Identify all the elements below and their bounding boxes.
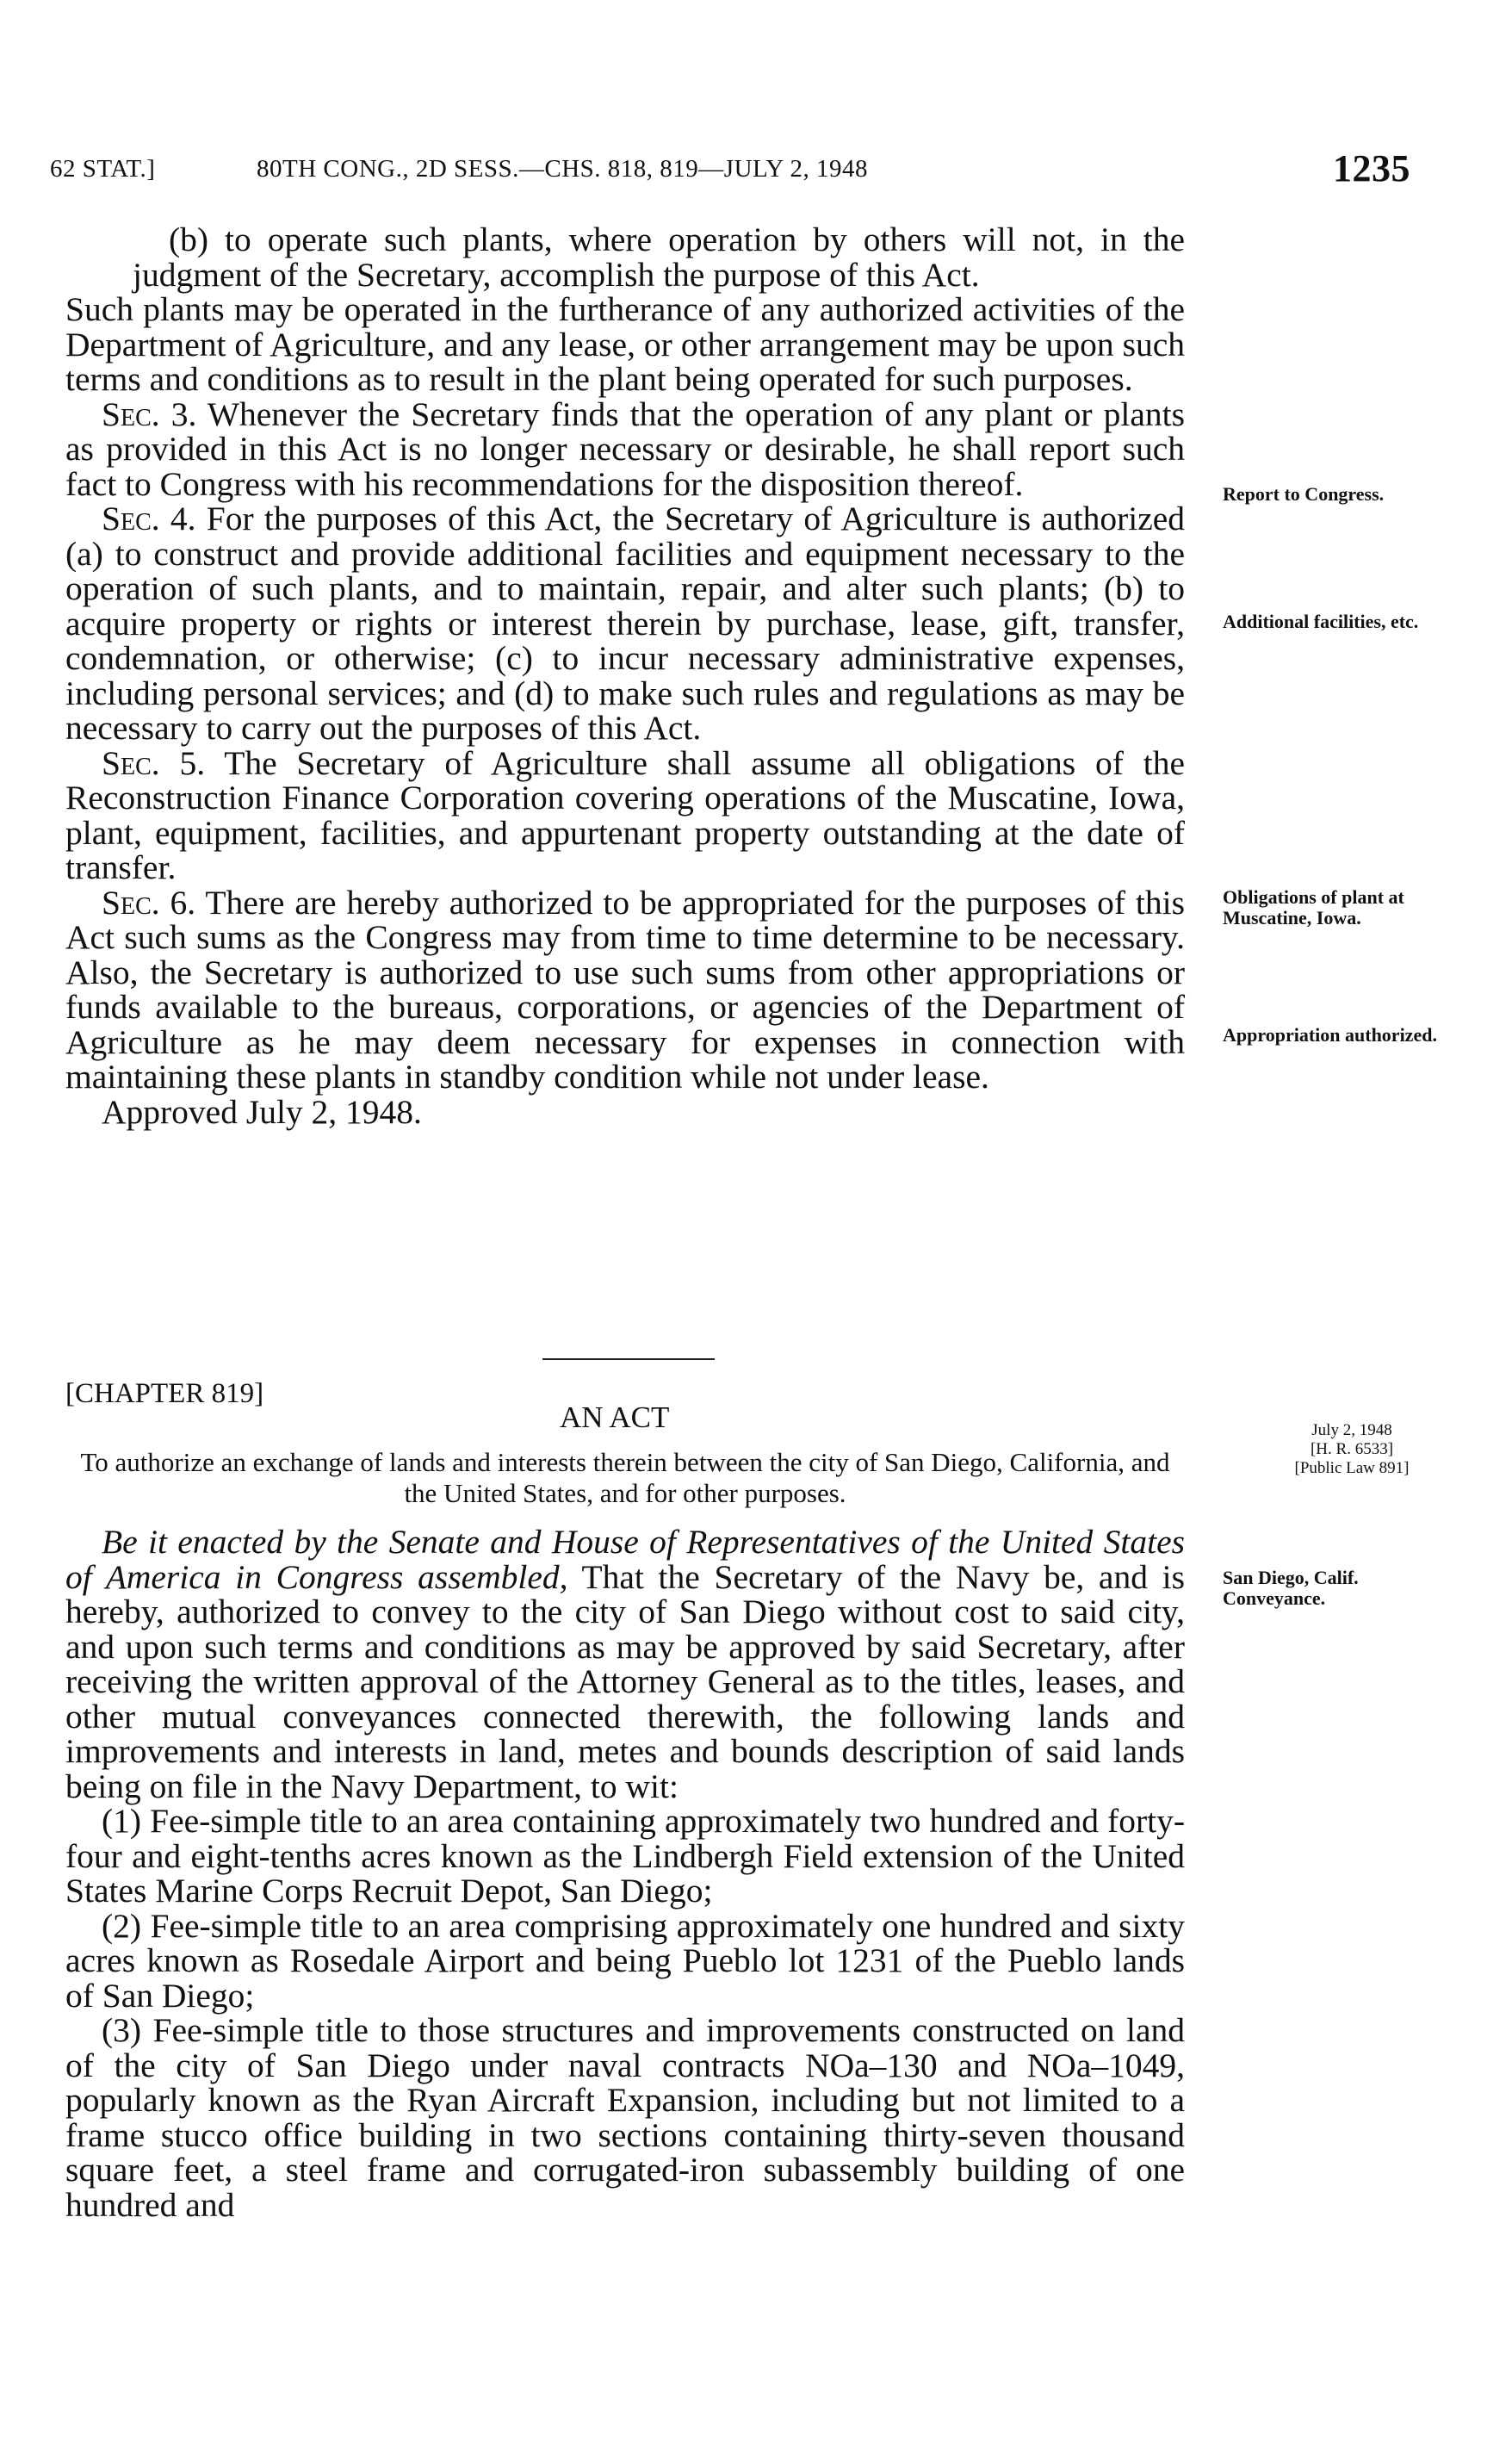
- act-purpose: To authorize an exchange of lands and interests therein between the city of San Diego, California, and the United States, and for other purposes.: [80, 1447, 1170, 1508]
- page-number: 1235: [1333, 147, 1410, 189]
- section-6-text: There are hereby authorized to be appropriated for the purposes of this Act such sums as the Congress may from time to time determine to be necessary. Also, the Secretary is authorized to use such sums from other appropriations or funds available to the bureaus, corporations, or agencies of the Department of Agriculture as he may deem necessary for expenses in connection with maintaining these plants in standby condition while not under lease.: [65, 883, 1185, 1096]
- running-header-session: 80TH CONG., 2D SESS.—CHS. 818, 819—JULY 2, 1948: [257, 155, 868, 183]
- chapter-818-body: [65, 222, 1185, 1129]
- section-4-label: Sec. 4.: [102, 500, 196, 537]
- section-4: [65, 501, 1185, 746]
- margin-note-appropriation: Appropriation authorized.: [1223, 1024, 1437, 1046]
- section-3-text: Whenever the Secretary finds that the operation of any plant or plants as provided in this Act is no longer necessary or desirable, he shall report such fact to Congress with his recommendations for the disposition thereof.: [65, 394, 1186, 503]
- margin-note-additional: Additional facilities, etc.: [1223, 611, 1419, 632]
- item-1: (1) Fee-simple title to an area containing approximately two hundred and forty-four and eight-tenths acres known as the Lindbergh Field extension of the United States Marine Corps Recruit Depot, San Diego;: [65, 1802, 1185, 1910]
- margin-public-law: [Public Law 891]: [1294, 1459, 1410, 1477]
- enacting-clause: [65, 1525, 1185, 1804]
- margin-bill-info: [1257, 1421, 1447, 1478]
- section-4-text: For the purposes of this Act, the Secretary of Agriculture is authorized (a) to construct and provide additional facilities and equipment necessary to the operation of such plants, and to maintain, repair, and alter such plants; (b) to acquire property or rights or interest therein by purchase, lease, gift, transfer, condemnation, or otherwise; (c) to incur necessary administrative expenses, including personal services; and (d) to make such rules and regulations as may be necessary to carry out the purposes of this Act.: [65, 500, 1186, 747]
- chapter-819-label: [CHAPTER 819]: [65, 1378, 264, 1409]
- section-5-text: The Secretary of Agriculture shall assume all obligations of the Reconstruction Finance Corporation covering operations of the Muscatine, Iowa, plant, equipment, facilities, and appurtenant property outstanding at the date of transfer.: [65, 743, 1185, 886]
- act-title: AN ACT: [560, 1400, 670, 1434]
- clause-b: (b) to operate such plants, where operation by others will not, in the judgment of the Secretary, accomplish the purpose of this Act.: [133, 220, 1185, 294]
- margin-hr-number: [H. R. 6533]: [1310, 1440, 1394, 1458]
- item-2: (2) Fee-simple title to an area comprising approximately one hundred and sixty acres known as Rosedale Airport and being Pueblo lot 1231 of the Pueblo lands of San Diego;: [65, 1906, 1185, 2015]
- section-5-label: Sec. 5.: [102, 743, 206, 782]
- approval-line: Approved July 2, 1948.: [102, 1092, 422, 1131]
- chapter-819-body: [65, 1525, 1185, 2222]
- item-3: (3) Fee-simple title to those structures and improvements constructed on land of the city of San Diego under naval contracts NOa–130 and NOa–1049, popularly known as the Ryan Aircraft Expansion, including but not limited to a frame stucco office building in two sections containing thirty-seven thousand square feet, a steel frame and corrugated-iron subassembly building of one hundred and: [65, 2011, 1185, 2224]
- margin-date: July 2, 1948: [1311, 1421, 1392, 1439]
- operation-paragraph: Such plants may be operated in the furtherance of any authorized activities of the Department of Agriculture, and any lease, or other arrangement may be upon such terms and conditions as to result in the plant being operated for such purposes.: [65, 290, 1185, 398]
- section-6: [65, 885, 1185, 1095]
- margin-note-report: Report to Congress.: [1223, 483, 1385, 505]
- enacting-text: That the Secretary of the Navy be, and is hereby, authorized to convey to the city of San Diego without cost to said city, and upon such terms and conditions as may be approved by said Secretary, after receiving the written approval of the Attorney General as to the titles, leases, and other mutual conveyances connected therewith, the following lands and improvements and interests in land, metes and bounds description of said lands being on file in the Navy Department, to wit:: [65, 1557, 1186, 1805]
- chapter-separator-rule: [542, 1358, 715, 1360]
- enacting-formula: Be it enacted by the Senate and House of Representatives of the United States of America in Congress assembled,: [65, 1523, 1185, 1596]
- section-3: [65, 394, 1186, 503]
- margin-note-obligations: Obligations of plant at Muscatine, Iowa.: [1223, 886, 1404, 928]
- section-5: [65, 743, 1185, 886]
- section-6-label: Sec. 6.: [102, 883, 196, 922]
- running-header-left: 62 STAT.]: [50, 155, 156, 183]
- margin-note-san-diego: San Diego, Calif. Conveyance.: [1223, 1567, 1359, 1609]
- section-3-label: Sec. 3.: [102, 394, 197, 433]
